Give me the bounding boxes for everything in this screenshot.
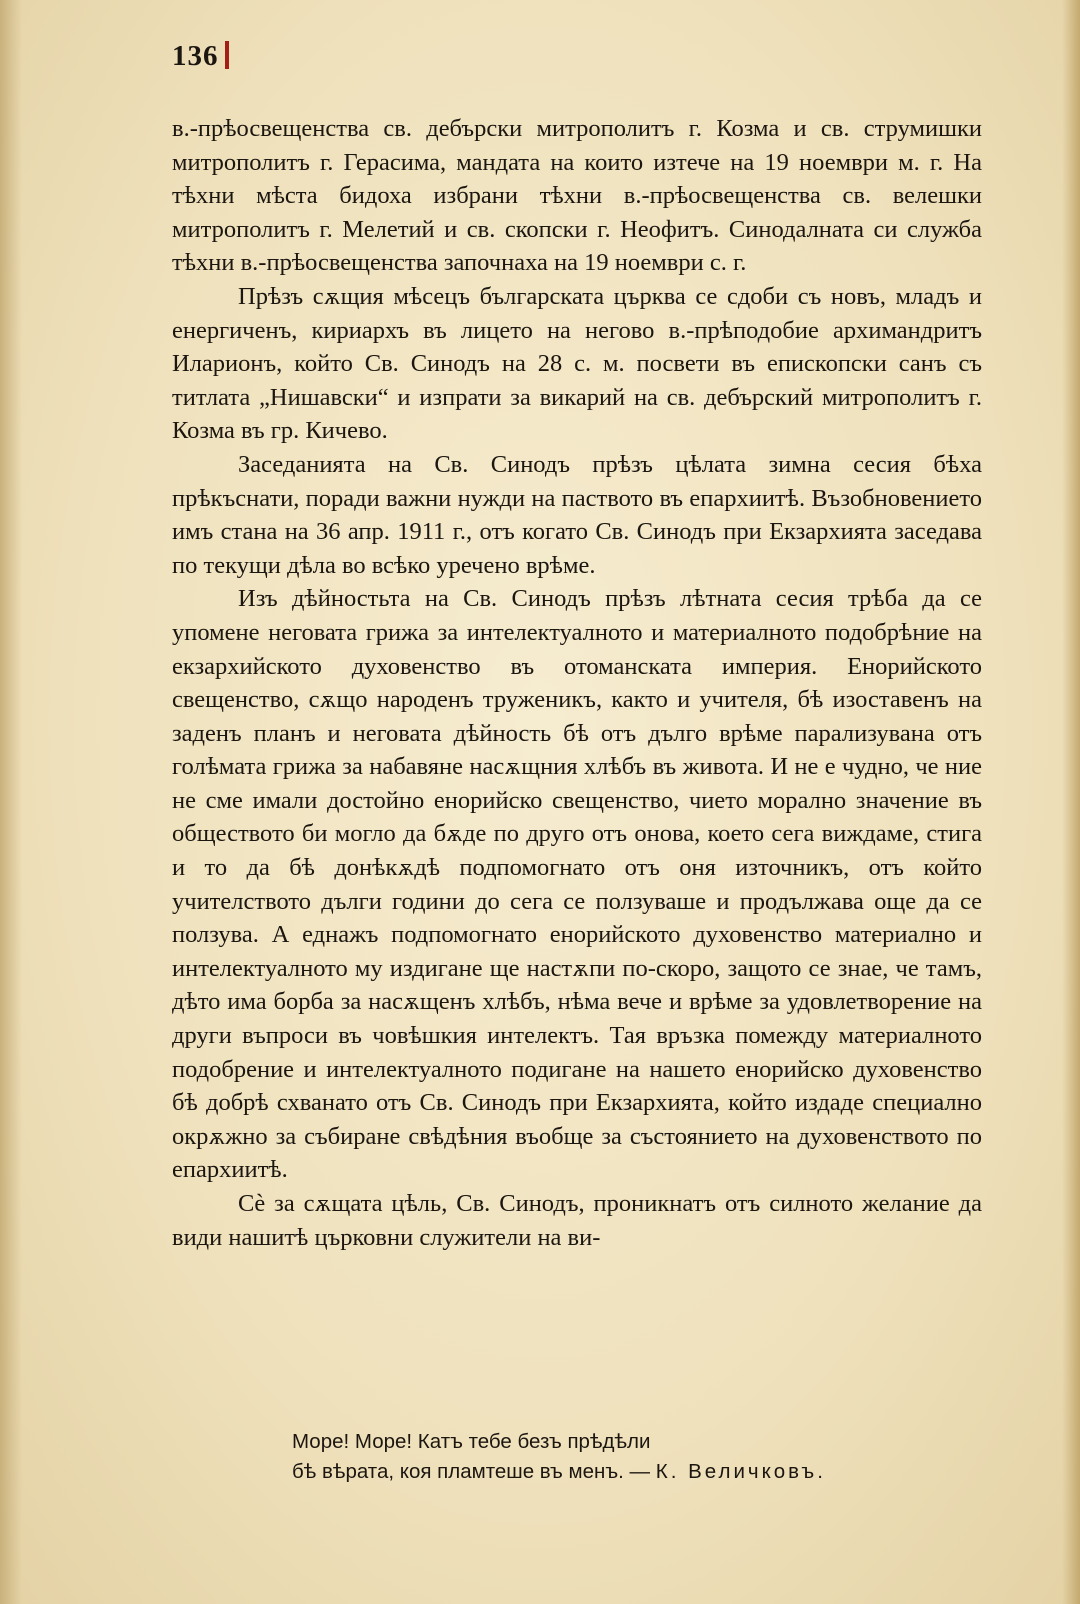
page-edge-shadow-right bbox=[1062, 0, 1080, 1604]
body-text bbox=[172, 112, 982, 1254]
epigraph bbox=[292, 1427, 992, 1487]
epigraph-line-2-text: бѣ вѣрата, коя пламтеше въ менъ. — bbox=[292, 1460, 656, 1483]
paragraph-3: Заседанията на Св. Синодъ прѣзъ цѣлата зимна сесия бѣха прѣкъснати, поради важни нужди на паството въ епархиитѣ. Възобновението имъ стана на 36 апр. 1911 г., отъ когато Св. Синодъ при Екзархията заседава по текущи дѣла во всѣко уречено врѣме. bbox=[172, 450, 982, 579]
paragraph-1: в.-прѣосвещенства св. дебърски митрополитъ г. Козма и св. струмишки митрополитъ г. Герасима, мандата на които изтече на 19 ноември м. г. На тѣхни мѣста бидоха избрани тѣхни в.-прѣосвещенства св. велешки митрополитъ г. Мелетий и св. скопски г. Неофитъ. Синодалната си служба тѣхни в.-прѣосвещенства започнаха на 19 ноември с. г. bbox=[172, 115, 982, 277]
epigraph-line-1: Море! Море! Катъ тебе безъ прѣдѣли bbox=[292, 1430, 651, 1453]
page-header bbox=[172, 40, 229, 73]
paragraph-5: Сѐ за сѫщата цѣль, Св. Синодъ, проникнатъ отъ силното желание да види нашитѣ църковни служители на ви- bbox=[172, 1190, 982, 1251]
page-number: 136 bbox=[172, 40, 219, 72]
paragraph-4: Изъ дѣйностьта на Св. Синодъ прѣзъ лѣтната сесия трѣба да се упомене неговата грижа за интелектуалното и материалното подобрѣние на екзархийското духовенство въ отоманската империя. Енорийското свещенство, сѫщо народенъ труженикъ, както и учителя, бѣ изоставенъ на заденъ планъ и неговата дѣйность бѣ отъ дълго врѣме парализувана отъ голѣмата грижа за набавяне насѫщния хлѣбъ въ живота. И не е чудно, че ние не сме имали достойно енорийско свещенство, чието морално значение въ обществото би могло да бѫде по друго отъ онова, което сега виждаме, стига и то да бѣ донѣкѫдѣ подпомогнато отъ оня източникъ, отъ който учителството дълги години до сега се ползуваше и продължава още да се ползува. А еднажъ подпомогнато енорийското духовенство материално и интелектуалното му издигане ще настѫпи по-скоро, защото се знае, че тамъ, дѣто има борба за насѫщенъ хлѣбъ, нѣма вече и врѣме за удовлетворение на други въпроси въ човѣшкия интелектъ. Тая връзка помежду материалното подобрение и интелектуалното подигане на нашето енорийско духовенство бѣ добрѣ схванато отъ Св. Синодъ при Екзархията, който издаде специално окрѫжно за събиране свѣдѣния въобще за състоянието на духовенството по епархиитѣ. bbox=[172, 585, 982, 1184]
epigraph-author: К. Величковъ. bbox=[655, 1460, 826, 1483]
header-mark bbox=[225, 41, 229, 69]
paragraph-2: Прѣзъ сѫщия мѣсецъ българската църква се сдоби съ новъ, младъ и енергиченъ, кириархъ въ лицето на негово в.-прѣподобие архимандритъ Иларионъ, който Св. Синодъ на 28 с. м. посвети въ епископски санъ съ титлата „Нишавски“ и изпрати за викарий на св. дебърский митрополитъ г. Козма въ гр. Кичево. bbox=[172, 282, 982, 445]
page-edge-shadow-left bbox=[0, 0, 22, 1604]
epigraph-line-2 bbox=[292, 1457, 992, 1487]
